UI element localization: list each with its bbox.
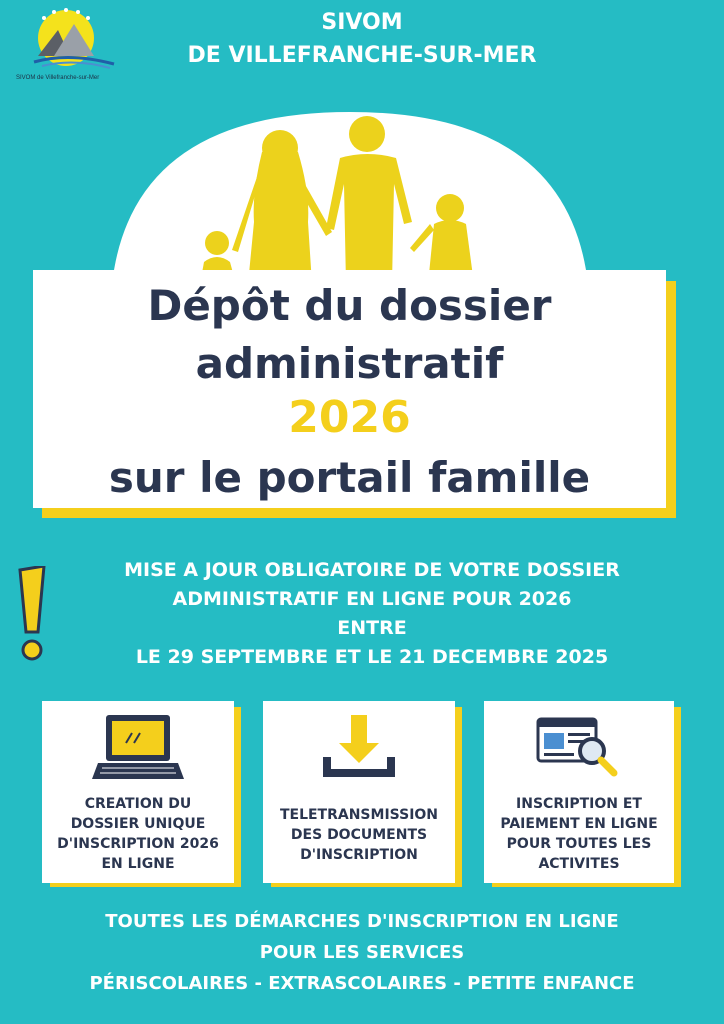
card-label-line: D'INSCRIPTION [300, 847, 418, 863]
organization-line-2: DE VILLEFRANCHE-SUR-MER [187, 43, 537, 68]
card-label [488, 794, 670, 874]
notice-line-1: MISE A JOUR OBLIGATOIRE DE VOTRE DOSSIER [124, 559, 620, 581]
card-label-line: DES DOCUMENTS [290, 827, 428, 843]
card-label-line: INSCRIPTION ET [516, 796, 642, 812]
notice-line-3: ENTRE [337, 617, 407, 639]
card-document-upload [263, 701, 455, 883]
card-label-line: CREATION DU [84, 796, 192, 812]
download-icon [263, 711, 455, 781]
card-label-line: D'INSCRIPTION 2026 [57, 836, 219, 852]
laptop-icon [42, 711, 234, 781]
notice-line-2: ADMINISTRATIF EN LIGNE POUR 2026 [172, 588, 572, 610]
footer-line-1: TOUTES LES DÉMARCHES D'INSCRIPTION EN LIGNE [105, 911, 619, 932]
deadline-notice [40, 556, 704, 672]
logo-caption: SIVOM de Villefranche-sur-Mer [16, 75, 100, 81]
card-label-line: EN LIGNE [101, 856, 175, 872]
card-online-registration [42, 701, 234, 883]
card-label-line: TELETRANSMISSION [279, 807, 439, 823]
family-silhouette-illustration [112, 112, 588, 284]
card-label-line: DOSSIER UNIQUE [70, 816, 206, 832]
title-panel [33, 270, 666, 508]
card-label-line: POUR TOUTES LES [506, 836, 652, 852]
organization-line-1: SIVOM [321, 10, 403, 35]
title-year: 2026 [288, 392, 411, 443]
card-label [267, 805, 451, 865]
card-label-line: ACTIVITES [538, 856, 620, 872]
services-footer [0, 906, 724, 999]
footer-line-2: POUR LES SERVICES [259, 942, 465, 963]
web-search-icon [484, 711, 674, 781]
title-line-3: sur le portail famille [108, 453, 591, 502]
footer-line-3: PÉRISCOLAIRES - EXTRASCOLAIRES - PETITE ENFANCE [89, 973, 635, 994]
card-online-payment [484, 701, 674, 883]
card-label-line: PAIEMENT EN LIGNE [500, 816, 658, 832]
card-label [46, 794, 230, 874]
organization-name [0, 6, 724, 72]
title-line-2: administratif [195, 339, 504, 388]
title-line-1: Dépôt du dossier [147, 281, 552, 330]
notice-line-4: LE 29 SEPTEMBRE ET LE 21 DECEMBRE 2025 [135, 646, 609, 668]
